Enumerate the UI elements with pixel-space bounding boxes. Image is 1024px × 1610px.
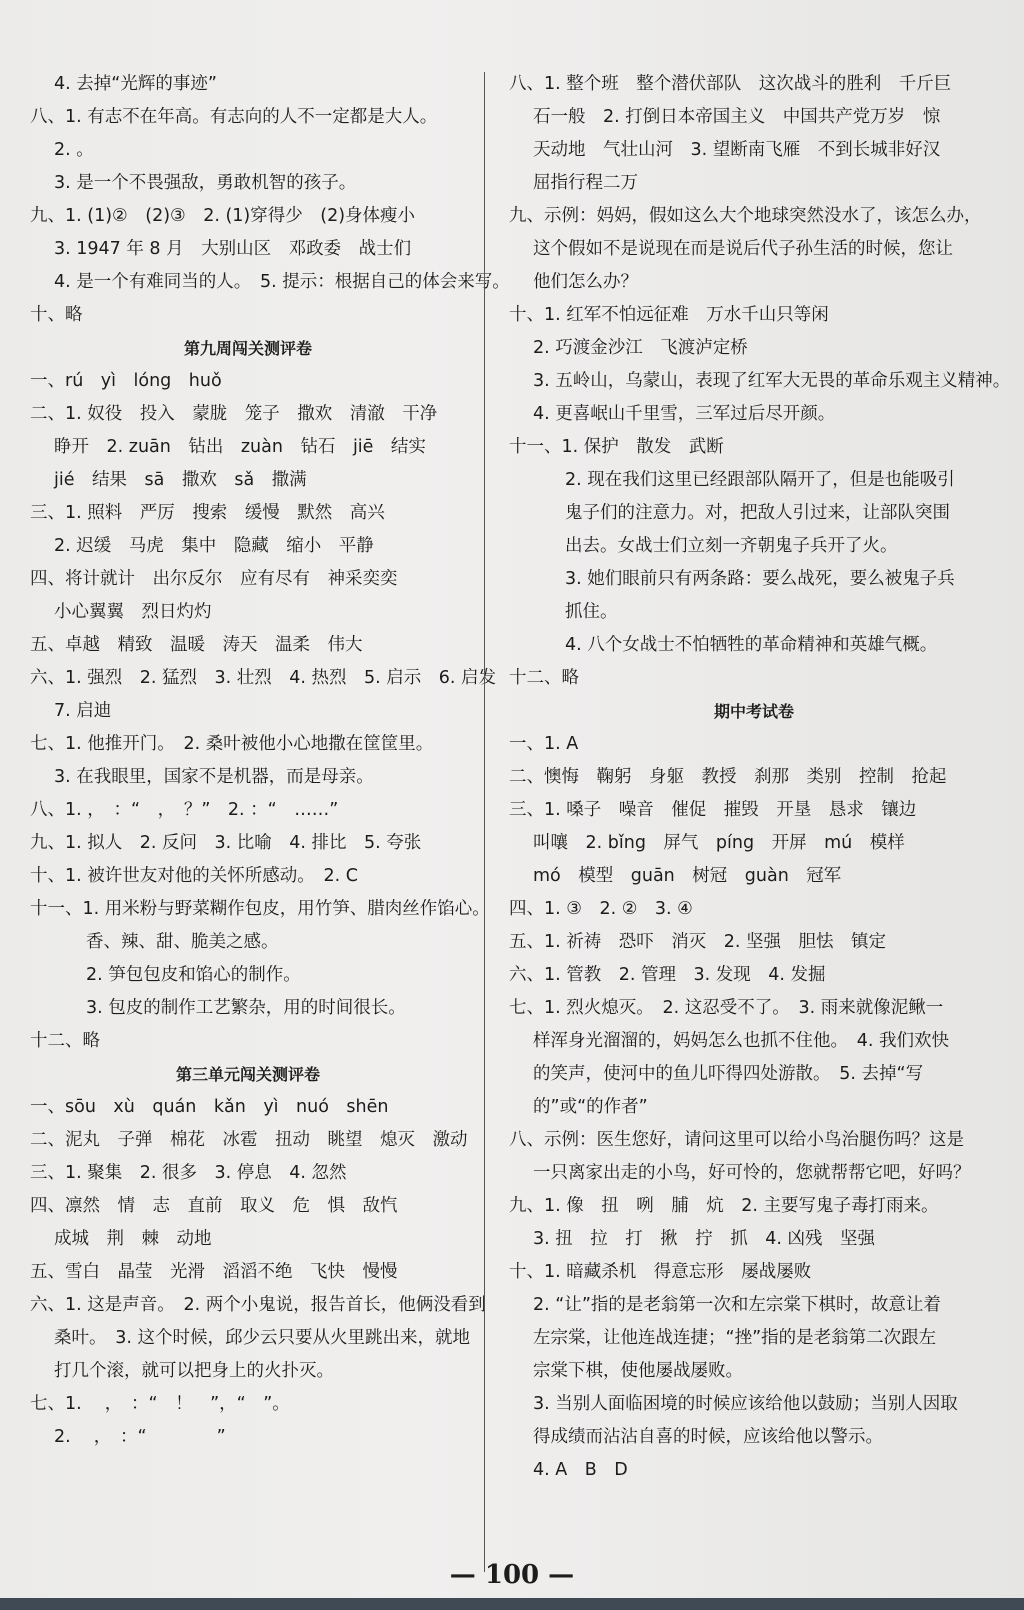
- answer-line: 香、辣、甜、脆美之感。: [86, 932, 279, 952]
- answer-line: 天动地 气壮山河 3. 望断南飞雁 不到长城非好汉: [533, 140, 941, 160]
- answer-line: mó 模型 guān 树冠 guàn 冠军: [533, 866, 842, 886]
- answer-line: 叫嚷 2. bǐng 屏气 píng 开屏 mú 模样: [533, 833, 905, 853]
- answer-line: 宗棠下棋，使他屡战屡败。: [533, 1361, 743, 1381]
- answer-line: 一只离家出走的小鸟，好可怜的，您就帮帮它吧，好吗？: [533, 1163, 971, 1183]
- answer-line: 2. 迟缓 马虎 集中 隐藏 缩小 平静: [54, 536, 374, 556]
- answer-line: 的笑声，使河中的鱼儿吓得四处游散。 5. 去掉“写: [533, 1064, 924, 1084]
- answer-line: 成城 荆 棘 动地: [54, 1229, 212, 1249]
- answer-line: 3. 包皮的制作工艺繁杂，用的时间很长。: [86, 998, 406, 1018]
- answer-line: 十、略: [30, 305, 83, 325]
- answer-line: 这个假如不是说现在而是说后代子孙生活的时候，您让: [533, 239, 953, 259]
- answer-line: 三、1. 嗓子 噪音 催促 摧毁 开垦 恳求 镶边: [509, 800, 917, 820]
- right-column: [509, 68, 1011, 1487]
- answer-line: 3. 是一个不畏强敌，勇敢机智的孩子。: [54, 173, 357, 193]
- answer-line: 一、sōu xù quán kǎn yì nuó shēn: [30, 1097, 389, 1117]
- answer-line: 五、1. 祈祷 恐吓 消灭 2. 坚强 胆怯 镇定: [509, 932, 887, 952]
- answer-line: 五、雪白 晶莹 光滑 滔滔不绝 飞快 慢慢: [30, 1262, 398, 1282]
- bottom-edge-bar: [0, 1598, 1024, 1610]
- answer-line: 3. 她们眼前只有两条路：要么战死，要么被鬼子兵: [565, 569, 955, 589]
- answer-line: 八、1. ， ：“ ， ？” 2. ：“ ……”: [30, 800, 339, 820]
- answer-line: 四、将计就计 出尔反尔 应有尽有 神采奕奕: [30, 569, 398, 589]
- answer-line: 他们怎么办？: [533, 272, 638, 292]
- answer-line: 一、rú yì lóng huǒ: [30, 371, 222, 391]
- answer-line: 2. ， ：“ ”: [54, 1427, 226, 1447]
- answer-line: 二、1. 奴役 投入 蒙胧 笼子 撒欢 清澈 干净: [30, 404, 438, 424]
- answer-line: 十一、1. 保护 散发 武断: [509, 437, 724, 457]
- section-heading: 期中考试卷: [713, 702, 794, 721]
- answer-line: 左宗棠，让他连战连捷；“挫”指的是老翁第二次跟左: [533, 1328, 937, 1348]
- answer-line: 三、1. 聚集 2. 很多 3. 停息 4. 忽然: [30, 1163, 347, 1183]
- answer-line: 十二、略: [509, 668, 579, 688]
- answer-line: 鬼子们的注意力。对，把敌人引过来，让部队突围: [565, 503, 950, 523]
- answer-line: 3. 1947 年 8 月 大别山区 邓政委 战士们: [54, 239, 412, 259]
- answer-line: 2. 笋包包皮和馅心的制作。: [86, 965, 301, 985]
- answer-line: 3. 扭 拉 打 揪 拧 抓 4. 凶残 坚强: [533, 1229, 876, 1249]
- answer-line: 2. 现在我们这里已经跟部队隔开了，但是也能吸引: [565, 470, 955, 490]
- answer-line: 屈指行程二万: [533, 173, 638, 193]
- answer-line: 六、1. 这是声音。 2. 两个小鬼说，报告首长，他俩没看到: [30, 1295, 486, 1315]
- answer-line: 十一、1. 用米粉与野菜糊作包皮，用竹笋、腊肉丝作馅心。: [30, 899, 490, 919]
- answer-line: 十、1. 被许世友对他的关怀所感动。 2. C: [30, 866, 358, 886]
- answer-line: 打几个滚，就可以把身上的火扑灭。: [54, 1361, 334, 1381]
- answer-line: 的”或“的作者”: [533, 1097, 648, 1117]
- answer-line: 八、1. 整个班 整个潜伏部队 这次战斗的胜利 千斤巨: [509, 74, 952, 94]
- answer-line: 4. 更喜岷山千里雪，三军过后尽开颜。: [533, 404, 836, 424]
- answer-line: 九、1. 拟人 2. 反问 3. 比喻 4. 排比 5. 夸张: [30, 833, 422, 853]
- answer-line: 4. 是一个有难同当的人。 5. 提示：根据自己的体会来写。: [54, 272, 510, 292]
- answer-line: 3. 在我眼里，国家不是机器，而是母亲。: [54, 767, 374, 787]
- answer-line: 2. 。: [54, 140, 94, 160]
- answer-line: 十、1. 暗藏杀机 得意忘形 屡战屡败: [509, 1262, 812, 1282]
- answer-line: 二、泥丸 子弹 棉花 冰雹 扭动 眺望 熄灭 激动: [30, 1130, 468, 1150]
- answer-line: 3. 五岭山，乌蒙山，表现了红军大无畏的革命乐观主义精神。: [533, 371, 1011, 391]
- answer-line: 样浑身光溜溜的，妈妈怎么也抓不住他。 4. 我们欢快: [533, 1031, 950, 1051]
- answer-line: 六、1. 强烈 2. 猛烈 3. 壮烈 4. 热烈 5. 启示 6. 启发: [30, 668, 497, 688]
- answer-line: 2. “让”指的是老翁第一次和左宗棠下棋时，故意让着: [533, 1295, 941, 1315]
- answer-line: 八、示例：医生您好，请问这里可以给小鸟治腿伤吗？这是: [509, 1130, 964, 1150]
- answer-line: 四、1. ③ 2. ② 3. ④: [509, 899, 693, 919]
- answer-line: 4. 去掉“光辉的事迹”: [54, 74, 217, 94]
- answer-line: 十二、略: [30, 1031, 100, 1051]
- answer-line: 四、凛然 情 志 直前 取义 危 惧 敌忾: [30, 1196, 398, 1216]
- answer-line: 小心翼翼 烈日灼灼: [54, 602, 212, 622]
- answer-line: 六、1. 管教 2. 管理 3. 发现 4. 发掘: [509, 965, 826, 985]
- answer-line: 三、1. 照料 严厉 搜索 缓慢 默然 高兴: [30, 503, 385, 523]
- answer-line: 4. A B D: [533, 1460, 628, 1480]
- answer-line: 一、1. A: [509, 734, 579, 754]
- page-number: — 100 —: [449, 1560, 575, 1590]
- answer-line: 桑叶。 3. 这个时候，邱少云只要从火里跳出来，就地: [54, 1328, 471, 1348]
- answer-line: 4. 八个女战士不怕牺牲的革命精神和英雄气概。: [565, 635, 938, 655]
- answer-line: 二、懊悔 鞠躬 身躯 教授 刹那 类别 控制 抢起: [509, 767, 947, 787]
- answer-line: 3. 当别人面临困境的时候应该给他以鼓励；当别人因取: [533, 1394, 958, 1414]
- answer-line: 九、示例：妈妈，假如这么大个地球突然没水了，该怎么办，: [509, 206, 982, 226]
- answer-line: 睁开 2. zuān 钻出 zuàn 钻石 jiē 结实: [54, 437, 426, 457]
- answer-line: 抓住。: [565, 602, 618, 622]
- answer-line: 得成绩而沾沾自喜的时候，应该给他以警示。: [533, 1427, 883, 1447]
- section-heading: 第九周闯关测评卷: [183, 339, 312, 358]
- answer-line: 十、1. 红军不怕远征难 万水千山只等闲: [509, 305, 829, 325]
- left-column: [30, 68, 510, 1454]
- answer-line: 七、1. 烈火熄灭。 2. 这忍受不了。 3. 雨来就像泥鳅一: [509, 998, 944, 1018]
- answer-line: 7. 启迪: [54, 701, 112, 721]
- answer-line: 2. 巧渡金沙江 飞渡泸定桥: [533, 338, 748, 358]
- section-heading: 第三单元闯关测评卷: [175, 1065, 320, 1084]
- answer-line: 出去。女战士们立刻一齐朝鬼子兵开了火。: [565, 536, 898, 556]
- answer-line: 八、1. 有志不在年高。有志向的人不一定都是大人。: [30, 107, 438, 127]
- answer-line: 石一般 2. 打倒日本帝国主义 中国共产党万岁 惊: [533, 107, 941, 127]
- answer-line: 九、1. (1)② (2)③ 2. (1)穿得少 (2)身体瘦小: [30, 206, 416, 226]
- column-divider: [484, 72, 485, 1572]
- answer-line: 七、1. 他推开门。 2. 桑叶被他小心地撒在筐筐里。: [30, 734, 434, 754]
- answer-line: 九、1. 像 扭 咧 脯 炕 2. 主要写鬼子毒打雨来。: [509, 1196, 939, 1216]
- answer-line: jié 结果 sā 撒欢 sǎ 撒满: [54, 470, 307, 490]
- answer-line: 五、卓越 精致 温暖 涛天 温柔 伟大: [30, 635, 363, 655]
- answer-line: 七、1. ， ：“ ！ ”，“ ”。: [30, 1394, 290, 1414]
